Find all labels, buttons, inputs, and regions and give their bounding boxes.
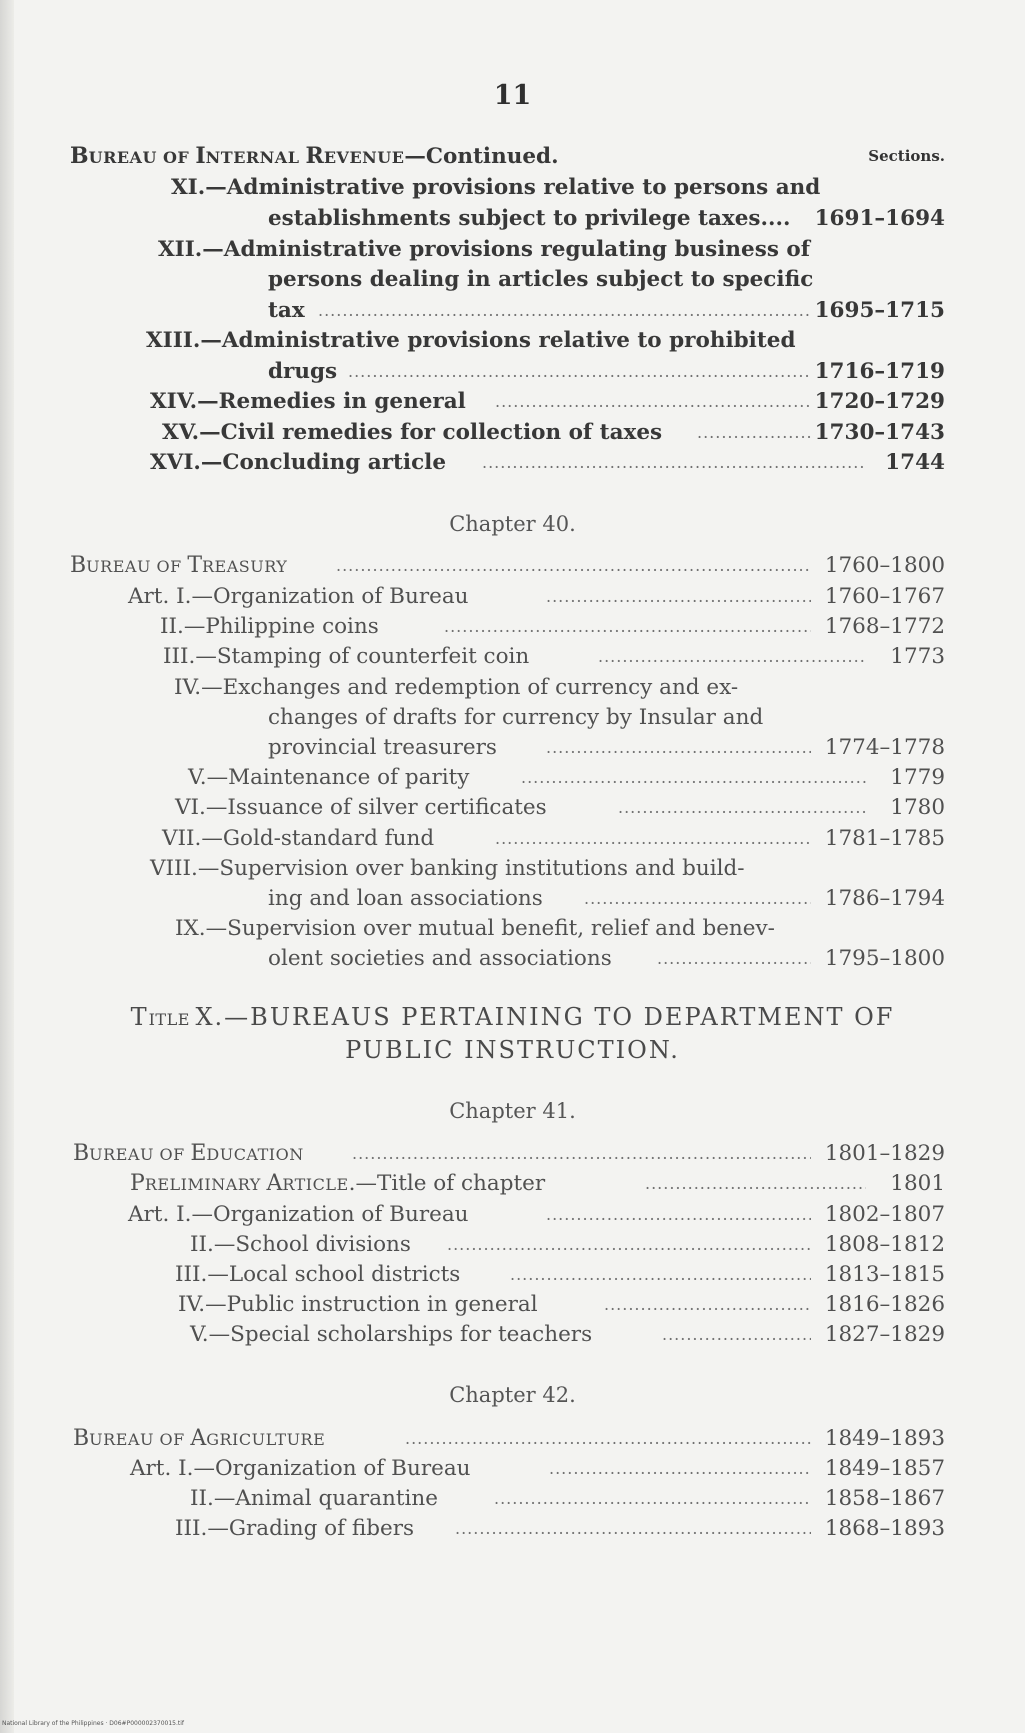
ch42-art-ii: II.—Animal quarantine bbox=[190, 1486, 438, 1511]
ch40-art-vi-leader bbox=[618, 793, 866, 823]
ch41-art-i: Art. I.—Organization of Bureau bbox=[128, 1202, 469, 1227]
page-number: 11 bbox=[493, 80, 532, 111]
ch42-art-ii-sections: 1858–1867 bbox=[824, 1486, 945, 1511]
bir-heading-tail: —Continued. bbox=[404, 144, 559, 169]
bir-art-xi-sections: 1691–1694 bbox=[814, 206, 945, 231]
bir-heading-small-1: UREAU OF bbox=[88, 148, 196, 167]
bir-heading bbox=[70, 141, 559, 171]
ch41-art-iii-leader bbox=[510, 1260, 811, 1290]
ch40-art-vi: VI.—Issuance of silver certificates bbox=[175, 795, 547, 820]
ch42-bureau-small-2: GRICULTURE bbox=[206, 1430, 326, 1449]
ch40-art-viii-line-2: ing and loan associations bbox=[268, 886, 543, 911]
sections-column-label: Sections. bbox=[868, 147, 945, 165]
ch40-art-vii-leader bbox=[495, 824, 811, 854]
bir-heading-small-3: EVENUE bbox=[323, 148, 405, 167]
chapter-42-heading: Chapter 42. bbox=[449, 1383, 576, 1407]
ch41-bureau-cap-1: B bbox=[73, 1141, 90, 1166]
title-x-rest: X.—BUREAUS PERTAINING TO DEPARTMENT OF bbox=[195, 1003, 895, 1031]
ch41-art-iii-sections: 1813–1815 bbox=[824, 1262, 945, 1287]
bir-art-xiv-leader bbox=[495, 387, 811, 417]
ch40-bureau-sections: 1760–1800 bbox=[824, 553, 945, 578]
ch40-art-ii-leader bbox=[444, 612, 811, 642]
chapter-41-heading: Chapter 41. bbox=[449, 1099, 576, 1123]
ch41-art-iii: III.—Local school districts bbox=[175, 1262, 461, 1287]
ch40-art-viii-line-1: VIII.—Supervision over banking institutions and build- bbox=[150, 856, 745, 881]
ch41-art-v-leader bbox=[662, 1320, 811, 1350]
bir-heading-cap-3: R bbox=[305, 143, 324, 169]
ch41-art-i-sections: 1802–1807 bbox=[824, 1202, 945, 1227]
ch40-art-vii: VII.—Gold-standard fund bbox=[162, 826, 435, 851]
ch41-preliminary-article bbox=[130, 1169, 545, 1199]
bir-heading-cap-1: B bbox=[70, 143, 89, 169]
bir-art-xvi: XVI.—Concluding article bbox=[150, 450, 447, 475]
ch40-art-iii-leader bbox=[598, 642, 866, 672]
ch42-bureau-heading bbox=[73, 1424, 325, 1454]
ch40-art-vi-sections: 1780 bbox=[890, 795, 945, 820]
ch41-bureau-sections: 1801–1829 bbox=[824, 1141, 945, 1166]
bir-art-xv: XV.—Civil remedies for collection of taxes bbox=[162, 420, 663, 445]
ch40-art-iv-leader bbox=[546, 733, 811, 763]
ch40-bureau-small-1: UREAU OF bbox=[86, 557, 188, 576]
bir-art-xv-leader bbox=[697, 418, 811, 448]
bir-art-xv-sections: 1730–1743 bbox=[814, 420, 945, 445]
ch40-art-iii: III.—Stamping of counterfeit coin bbox=[163, 644, 530, 669]
ch41-art-ii-sections: 1808–1812 bbox=[824, 1232, 945, 1257]
ch42-art-iii: III.—Grading of fibers bbox=[175, 1516, 415, 1541]
ch40-art-v-sections: 1779 bbox=[890, 765, 945, 790]
ch41-art-iv: IV.—Public instruction in general bbox=[178, 1292, 538, 1317]
ch41-art-iv-sections: 1816–1826 bbox=[824, 1292, 945, 1317]
bir-art-xvi-sections: 1744 bbox=[885, 450, 945, 475]
ch40-art-iii-sections: 1773 bbox=[890, 644, 945, 669]
ch40-art-iv-line-1: IV.—Exchanges and redemption of currency and ex- bbox=[174, 675, 739, 700]
ch41-preliminary-small-2: RTICLE bbox=[282, 1175, 349, 1194]
ch41-art-v-sections: 1827–1829 bbox=[824, 1322, 945, 1347]
ch40-art-ii: II.—Philippine coins bbox=[160, 614, 379, 639]
ch42-art-iii-sections: 1868–1893 bbox=[824, 1516, 945, 1541]
ch40-art-iv-line-3: provincial treasurers bbox=[268, 735, 497, 760]
scan-edge bbox=[0, 0, 14, 1733]
ch41-bureau-small-2: DUCATION bbox=[206, 1145, 304, 1164]
ch42-bureau-cap-2: A bbox=[190, 1426, 207, 1451]
ch41-art-ii-leader bbox=[447, 1230, 811, 1260]
title-x-line-2: PUBLIC INSTRUCTION. bbox=[345, 1036, 680, 1064]
ch40-art-vii-sections: 1781–1785 bbox=[824, 826, 945, 851]
bir-art-xi-line-1: XI.—Administrative provisions relative to persons and bbox=[171, 175, 821, 200]
bir-art-xiii-line-1: XIII.—Administrative provisions relative to prohibited bbox=[146, 328, 796, 353]
ch40-art-v: V.—Maintenance of parity bbox=[188, 765, 470, 790]
ch41-bureau-small-1: UREAU OF bbox=[89, 1145, 191, 1164]
ch42-art-ii-leader bbox=[494, 1484, 811, 1514]
ch41-preliminary-small-1: RELIMINARY bbox=[144, 1175, 267, 1194]
chapter-40-heading: Chapter 40. bbox=[449, 512, 576, 536]
bir-art-xii-sections: 1695–1715 bbox=[814, 298, 945, 323]
bir-art-xiv-sections: 1720–1729 bbox=[814, 389, 945, 414]
ch40-art-i-leader bbox=[546, 582, 811, 612]
ch40-bureau-cap-1: B bbox=[70, 553, 87, 578]
ch40-bureau-leader bbox=[336, 551, 811, 581]
ch41-bureau-cap-2: E bbox=[190, 1141, 207, 1166]
ch40-art-i: Art. I.—Organization of Bureau bbox=[128, 584, 469, 609]
ch40-art-ii-sections: 1768–1772 bbox=[824, 614, 945, 639]
ch42-art-iii-leader bbox=[455, 1514, 811, 1544]
ch40-art-ix-line-1: IX.—Supervision over mutual benefit, relief and benev- bbox=[175, 916, 775, 941]
ch40-art-ix-line-2: olent societies and associations bbox=[268, 946, 612, 971]
bir-heading-cap-2: I bbox=[195, 143, 206, 169]
title-x-line-1 bbox=[0, 1003, 1025, 1031]
ch41-art-iv-leader bbox=[604, 1290, 811, 1320]
ch42-art-i-sections: 1849–1857 bbox=[824, 1456, 945, 1481]
ch41-preliminary-leader bbox=[645, 1169, 866, 1199]
ch41-preliminary-tail: .—Title of chapter bbox=[348, 1171, 546, 1196]
bir-art-xii-line-3: tax bbox=[268, 298, 305, 323]
bir-art-xiii-sections: 1716–1719 bbox=[814, 359, 945, 384]
ch41-bureau-heading bbox=[73, 1139, 304, 1169]
ch42-bureau-small-1: UREAU OF bbox=[89, 1430, 191, 1449]
bir-art-xiv: XIV.—Remedies in general bbox=[150, 389, 466, 414]
title-x-cap: T bbox=[130, 1003, 149, 1031]
ch41-art-v: V.—Special scholarships for teachers bbox=[190, 1322, 593, 1347]
ch42-bureau-cap-1: B bbox=[73, 1426, 90, 1451]
ch40-art-iv-line-2: changes of drafts for currency by Insular and bbox=[268, 705, 764, 730]
bir-art-xvi-leader bbox=[482, 448, 866, 478]
ch40-art-ix-leader bbox=[657, 944, 811, 974]
bir-art-xii-leader bbox=[318, 296, 811, 326]
bir-heading-small-2: NTERNAL bbox=[205, 148, 306, 167]
ch41-preliminary-cap-2: A bbox=[266, 1171, 283, 1196]
bir-art-xiii-leader bbox=[348, 357, 811, 387]
title-x-small: ITLE bbox=[148, 1010, 196, 1029]
ch40-art-ix-sections: 1795–1800 bbox=[824, 946, 945, 971]
scan-footer-caption: National Library of the Philippines · D06#P000002370015.tif bbox=[2, 1720, 185, 1727]
ch40-art-iv-sections: 1774–1778 bbox=[824, 735, 945, 760]
ch40-bureau-heading bbox=[70, 551, 287, 581]
bir-art-xiii-line-2: drugs bbox=[268, 359, 338, 384]
ch41-preliminary-cap-1: P bbox=[130, 1171, 145, 1196]
bir-art-xi-line-2: establishments subject to privilege taxes.... bbox=[268, 206, 791, 231]
ch40-bureau-small-2: REASURY bbox=[202, 557, 288, 576]
ch40-art-v-leader bbox=[521, 763, 866, 793]
bir-art-xii-line-1: XII.—Administrative provisions regulating business of bbox=[158, 237, 811, 262]
ch41-bureau-leader bbox=[352, 1139, 811, 1169]
ch41-art-i-leader bbox=[546, 1200, 811, 1230]
ch42-art-i-leader bbox=[549, 1454, 811, 1484]
bir-art-xii-line-2: persons dealing in articles subject to specific bbox=[268, 267, 814, 292]
ch42-bureau-leader bbox=[405, 1424, 811, 1454]
ch40-art-viii-leader bbox=[584, 884, 811, 914]
ch42-bureau-sections: 1849–1893 bbox=[824, 1426, 945, 1451]
ch40-art-viii-sections: 1786–1794 bbox=[824, 886, 945, 911]
ch41-preliminary-sections: 1801 bbox=[890, 1171, 945, 1196]
ch40-bureau-cap-2: T bbox=[187, 553, 202, 578]
ch42-art-i: Art. I.—Organization of Bureau bbox=[130, 1456, 471, 1481]
ch40-art-i-sections: 1760–1767 bbox=[824, 584, 945, 609]
ch41-art-ii: II.—School divisions bbox=[190, 1232, 411, 1257]
